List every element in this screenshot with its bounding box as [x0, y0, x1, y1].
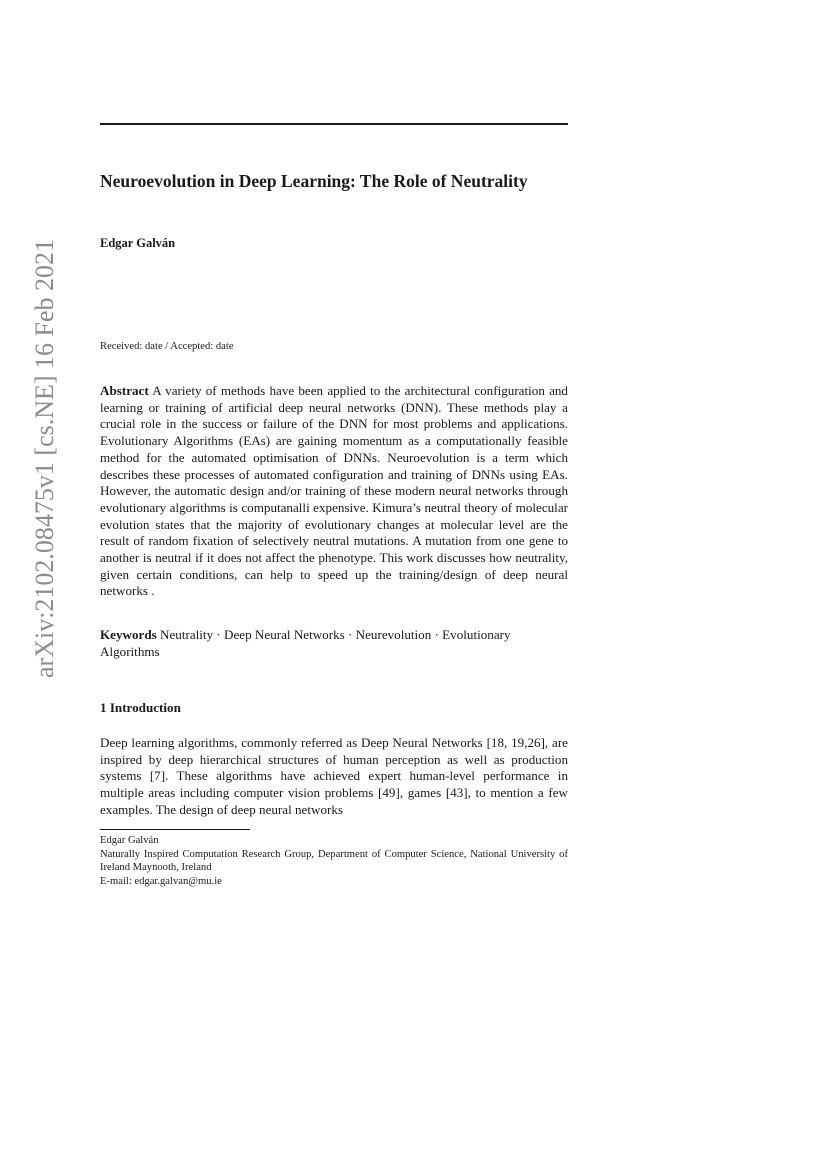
footnote-author-name: Edgar Galván	[100, 835, 159, 846]
paper-title: Neuroevolution in Deep Learning: The Role of Neutrality	[100, 171, 528, 191]
title-top-rule	[100, 123, 568, 125]
footnote-rule	[100, 829, 250, 830]
author-footnote	[100, 834, 568, 888]
abstract-text: A variety of methods have been applied to the architectural configuration and learning or training of artificial deep neural networks (DNN). These methods play a crucial role in the success or failure of the DNN for most problems and applications. Evolutionary Algorithms (EAs) are gaining momentum as a computationally feasible method for the automated optimisation of DNNs. Neuroevolution is a term which describes these processes of automated configuration and training of DNNs using EAs. However, the automatic design and/or training of these modern neural networks through evolutionary algorithms is computanalli expensive. Kimura’s neutral theory of molecular evolution states that the majority of evolutionary changes at molecular level are the result of random fixation of selectively neutral mutations. A mutation from one gene to another is neutral if it does not affect the phenotype. This work discusses how neutrality, given certain conditions, can help to speed up the training/design of deep neural networks .	[100, 383, 568, 599]
paper-author: Edgar Galván	[100, 236, 176, 250]
received-accepted-line: Received: date / Accepted: date	[100, 341, 234, 352]
arxiv-identifier-text: arXiv:2102.08475v1 [cs.NE] 16 Feb 2021	[30, 238, 59, 678]
footnote-affiliation: Naturally Inspired Computation Research Group, Department of Computer Science, National University of Ireland Maynooth, Ireland	[100, 848, 568, 873]
abstract-block	[100, 383, 568, 600]
abstract-label: Abstract	[100, 383, 149, 398]
keywords-block	[100, 627, 568, 660]
footnote-email: E-mail: edgar.galvan@mu.ie	[100, 875, 222, 887]
section-heading-introduction: 1 Introduction	[100, 700, 181, 715]
keywords-text: Neutrality · Deep Neural Networks · Neurevolution · Evolutionary Algorithms	[100, 627, 511, 659]
introduction-paragraph: Deep learning algorithms, commonly referred as Deep Neural Networks [18, 19,26], are inspired by deep hierarchical structures of human perception as well as production systems [7]. These algorithms have achieved expert human-level performance in multiple areas including computer vision problems [49], games [43], to mention a few examples. The design of deep neural networks	[100, 735, 568, 817]
keywords-label: Keywords	[100, 627, 157, 642]
